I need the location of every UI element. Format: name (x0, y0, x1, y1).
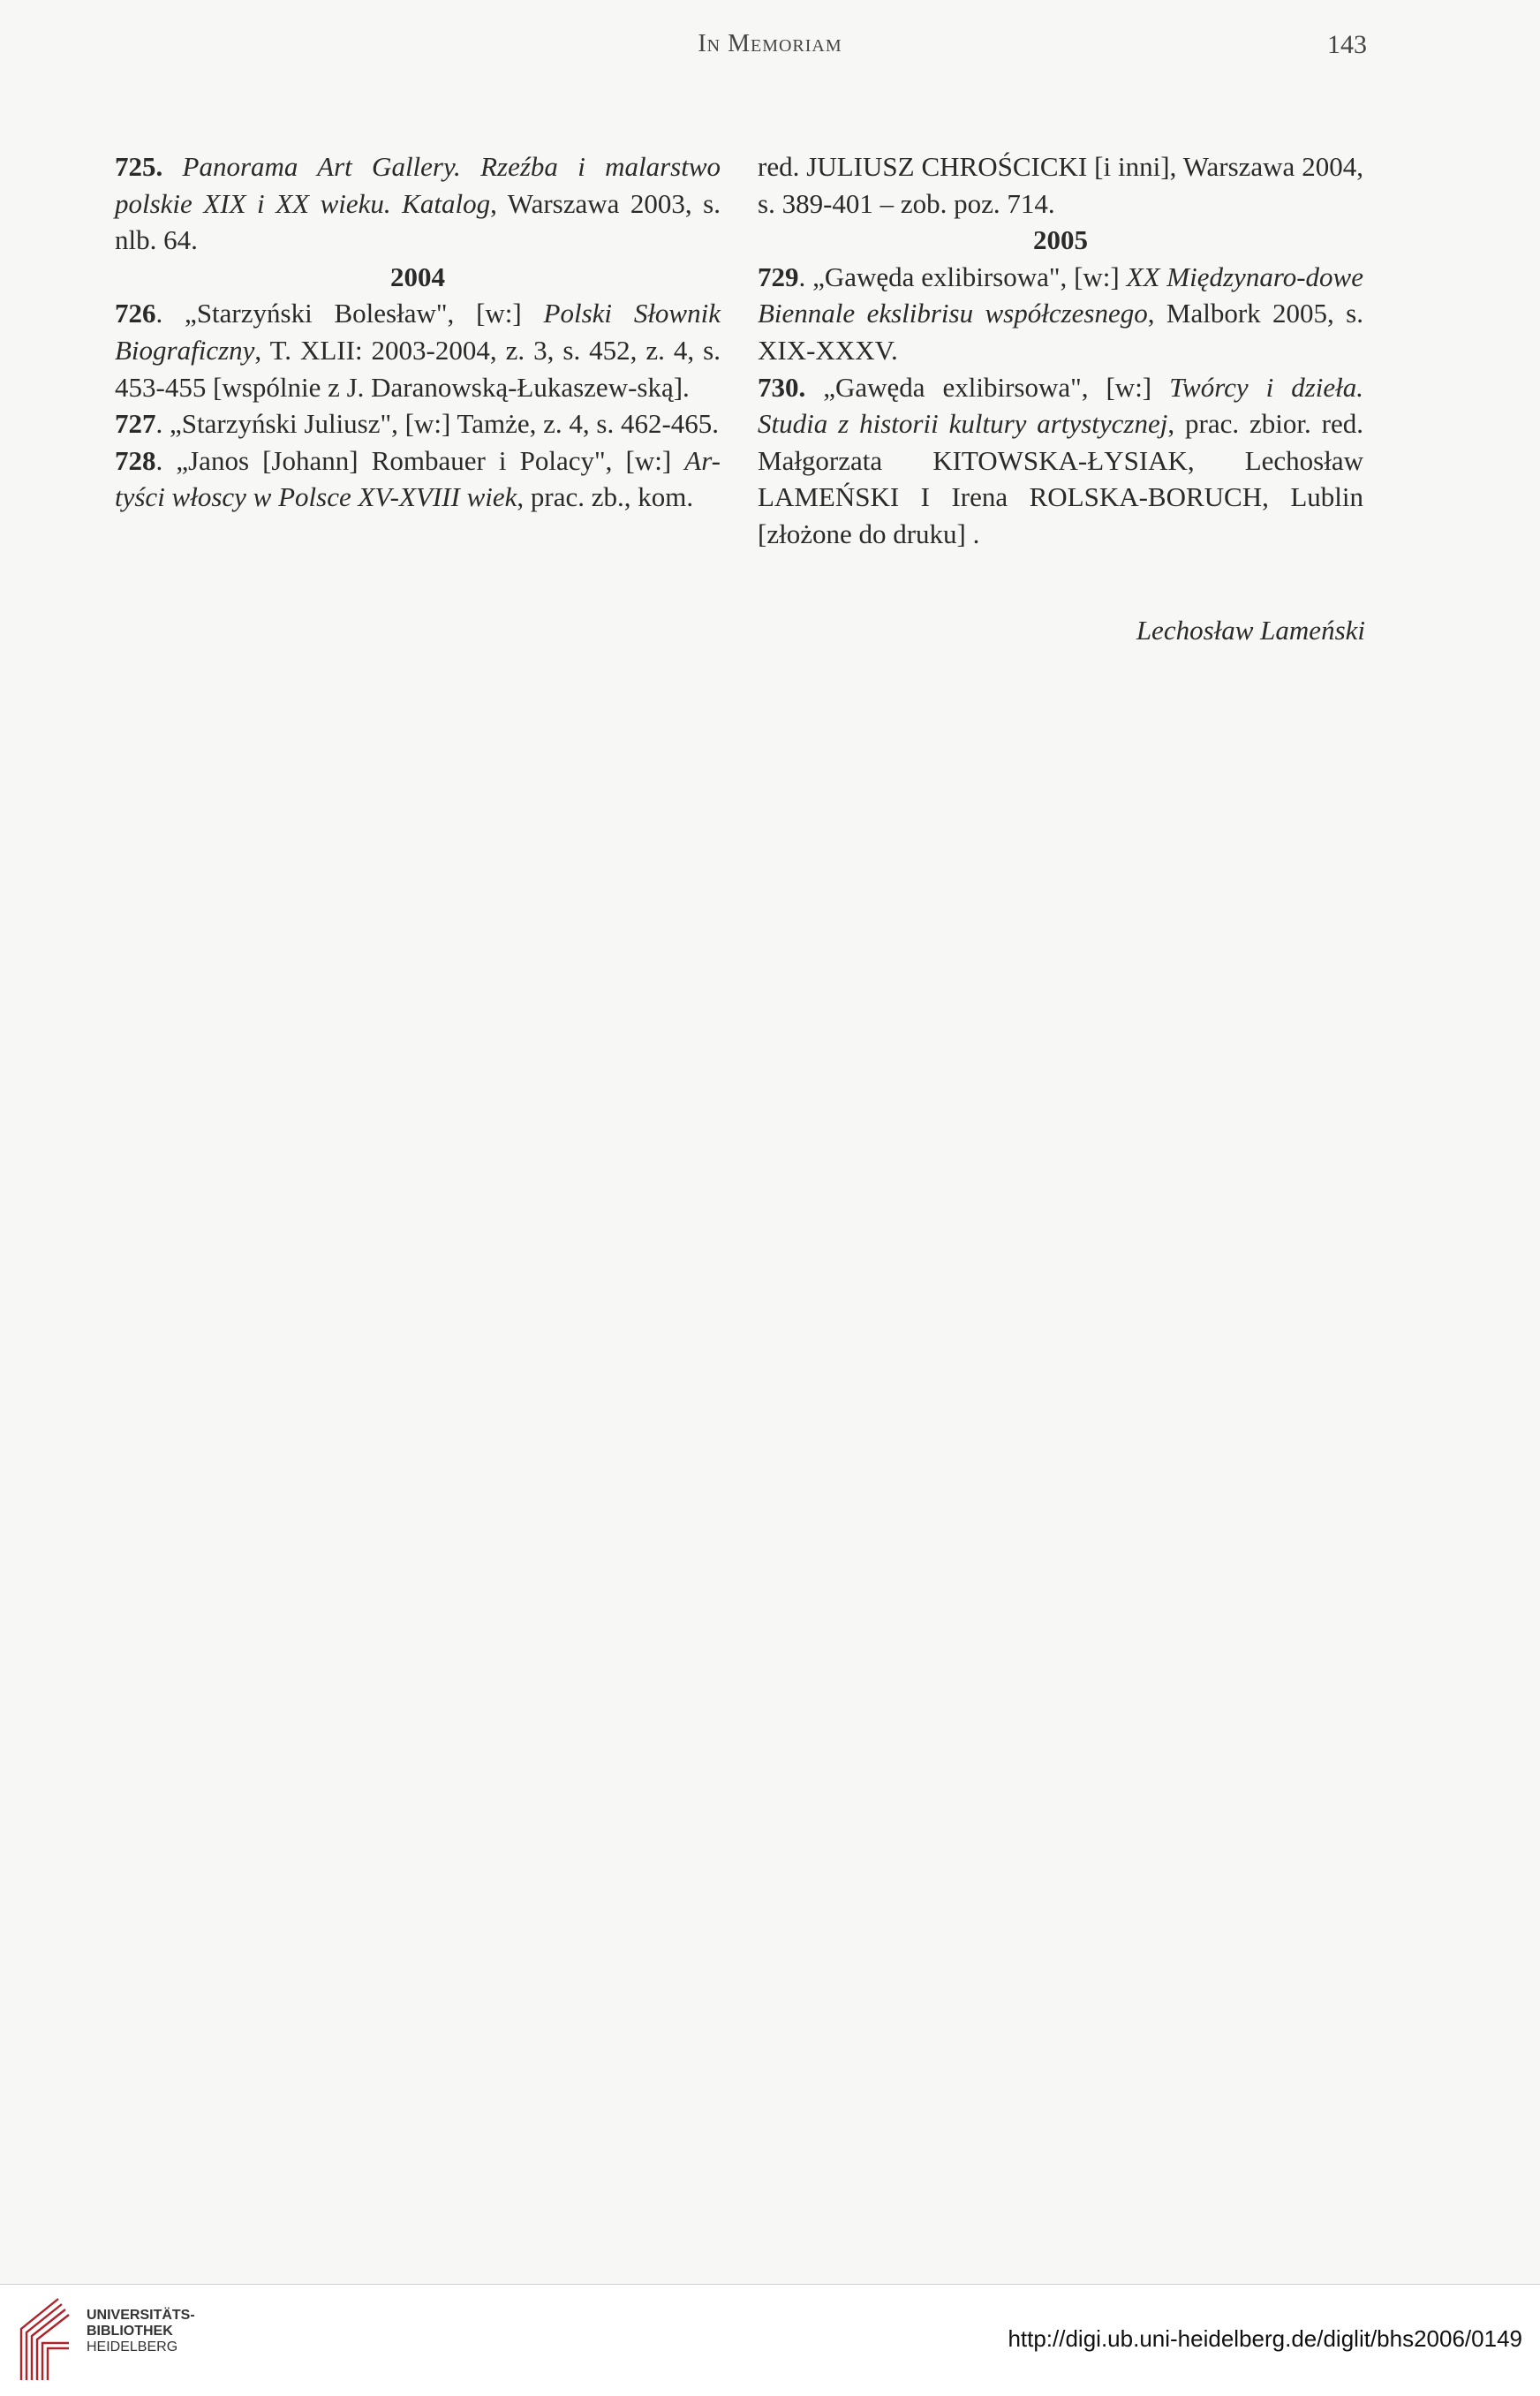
library-logo-icon (16, 2295, 74, 2384)
entry-title: Panorama Art Gallery. Rzeźba i malarstwo polskie XIX i XX wieku. Katalog (115, 151, 721, 219)
bibliography-entry-726 (115, 295, 721, 405)
year-heading-2005: 2005 (1033, 224, 1088, 256)
bibliography-entry-728-continued: red. JULIUSZ CHROŚCICKI [i inni], Warszawa 2004, s. 389-401 – zob. poz. 714. (758, 151, 1363, 219)
entry-number: 725. (115, 151, 163, 182)
page-number: 143 (1327, 30, 1367, 59)
source-url[interactable]: http://digi.ub.uni-heidelberg.de/diglit/bhs2006/0149 (1008, 2325, 1522, 2352)
bibliography-entry-728 (115, 442, 721, 516)
entry-number: 728 (115, 444, 156, 476)
entry-text: . „Starzyński Juliusz", [w:] Tamże, z. 4, s. 462-465. (155, 408, 720, 440)
entry-text: , T. XLII: 2003-2004, z. 3, s. 452, z. 4, s. 453-455 [wspólnie z J. Daranowską-Łukaszew-ską]. (115, 334, 721, 403)
entry-number: 726 (115, 298, 156, 329)
entry-text: , prac. zbior. red. Małgorzata KITOWSKA-ŁYSIAK, Lechosław LAMEŃSKI I Irena ROLSKA-BORUCH, Lublin [złożone do druku] . (758, 408, 1363, 549)
entry-text: , Warszawa 2003, s. nlb. 64. (115, 187, 721, 256)
entry-title: Ar-tyści włoscy w Polsce XV-XVIII wiek (115, 444, 721, 513)
running-title: In Memoriam (698, 30, 842, 57)
page-header (0, 30, 1540, 65)
left-column (115, 148, 721, 516)
library-name (87, 2308, 195, 2355)
year-heading-2004: 2004 (390, 261, 445, 292)
entry-title: Polski Słownik Biograficzny (115, 298, 721, 366)
library-name-line: BIBLIOTHEK (87, 2324, 173, 2339)
library-name-line: UNIVERSITÄTS- (87, 2308, 195, 2323)
entry-text: , Malbork 2005, s. XIX-XXXV. (758, 298, 1363, 366)
bibliography-entry-727 (115, 405, 721, 442)
entry-title: XX Międzynaro-dowe Biennale ekslibrisu współczesnego (758, 261, 1363, 329)
entry-text: . „Gawęda exlibirsowa", [w:] (798, 261, 1127, 292)
entry-number: 730. (758, 371, 806, 403)
entry-text: . „Starzyński Bolesław", [w:] (155, 298, 544, 329)
entry-number: 727 (115, 408, 156, 440)
entry-number: 729 (758, 261, 799, 292)
entry-title: Twórcy i dzieła. Studia z historii kultury artystycznej (758, 371, 1363, 440)
entry-text: . „Janos [Johann] Rombauer i Polacy", [w:] (155, 444, 685, 476)
library-name-line: HEIDELBERG (87, 2339, 178, 2354)
author-signature: Lechosław Lameński (1136, 615, 1365, 646)
entry-text: , prac. zb., kom. (517, 481, 694, 513)
entry-text: „Gawęda exlibirsowa", [w:] (805, 371, 1170, 403)
right-column (758, 148, 1363, 553)
bibliography-entry-730 (758, 369, 1363, 553)
bibliography-entry-729 (758, 259, 1363, 369)
bibliography-entry-725 (115, 148, 721, 259)
digitization-footer (0, 2284, 1540, 2396)
